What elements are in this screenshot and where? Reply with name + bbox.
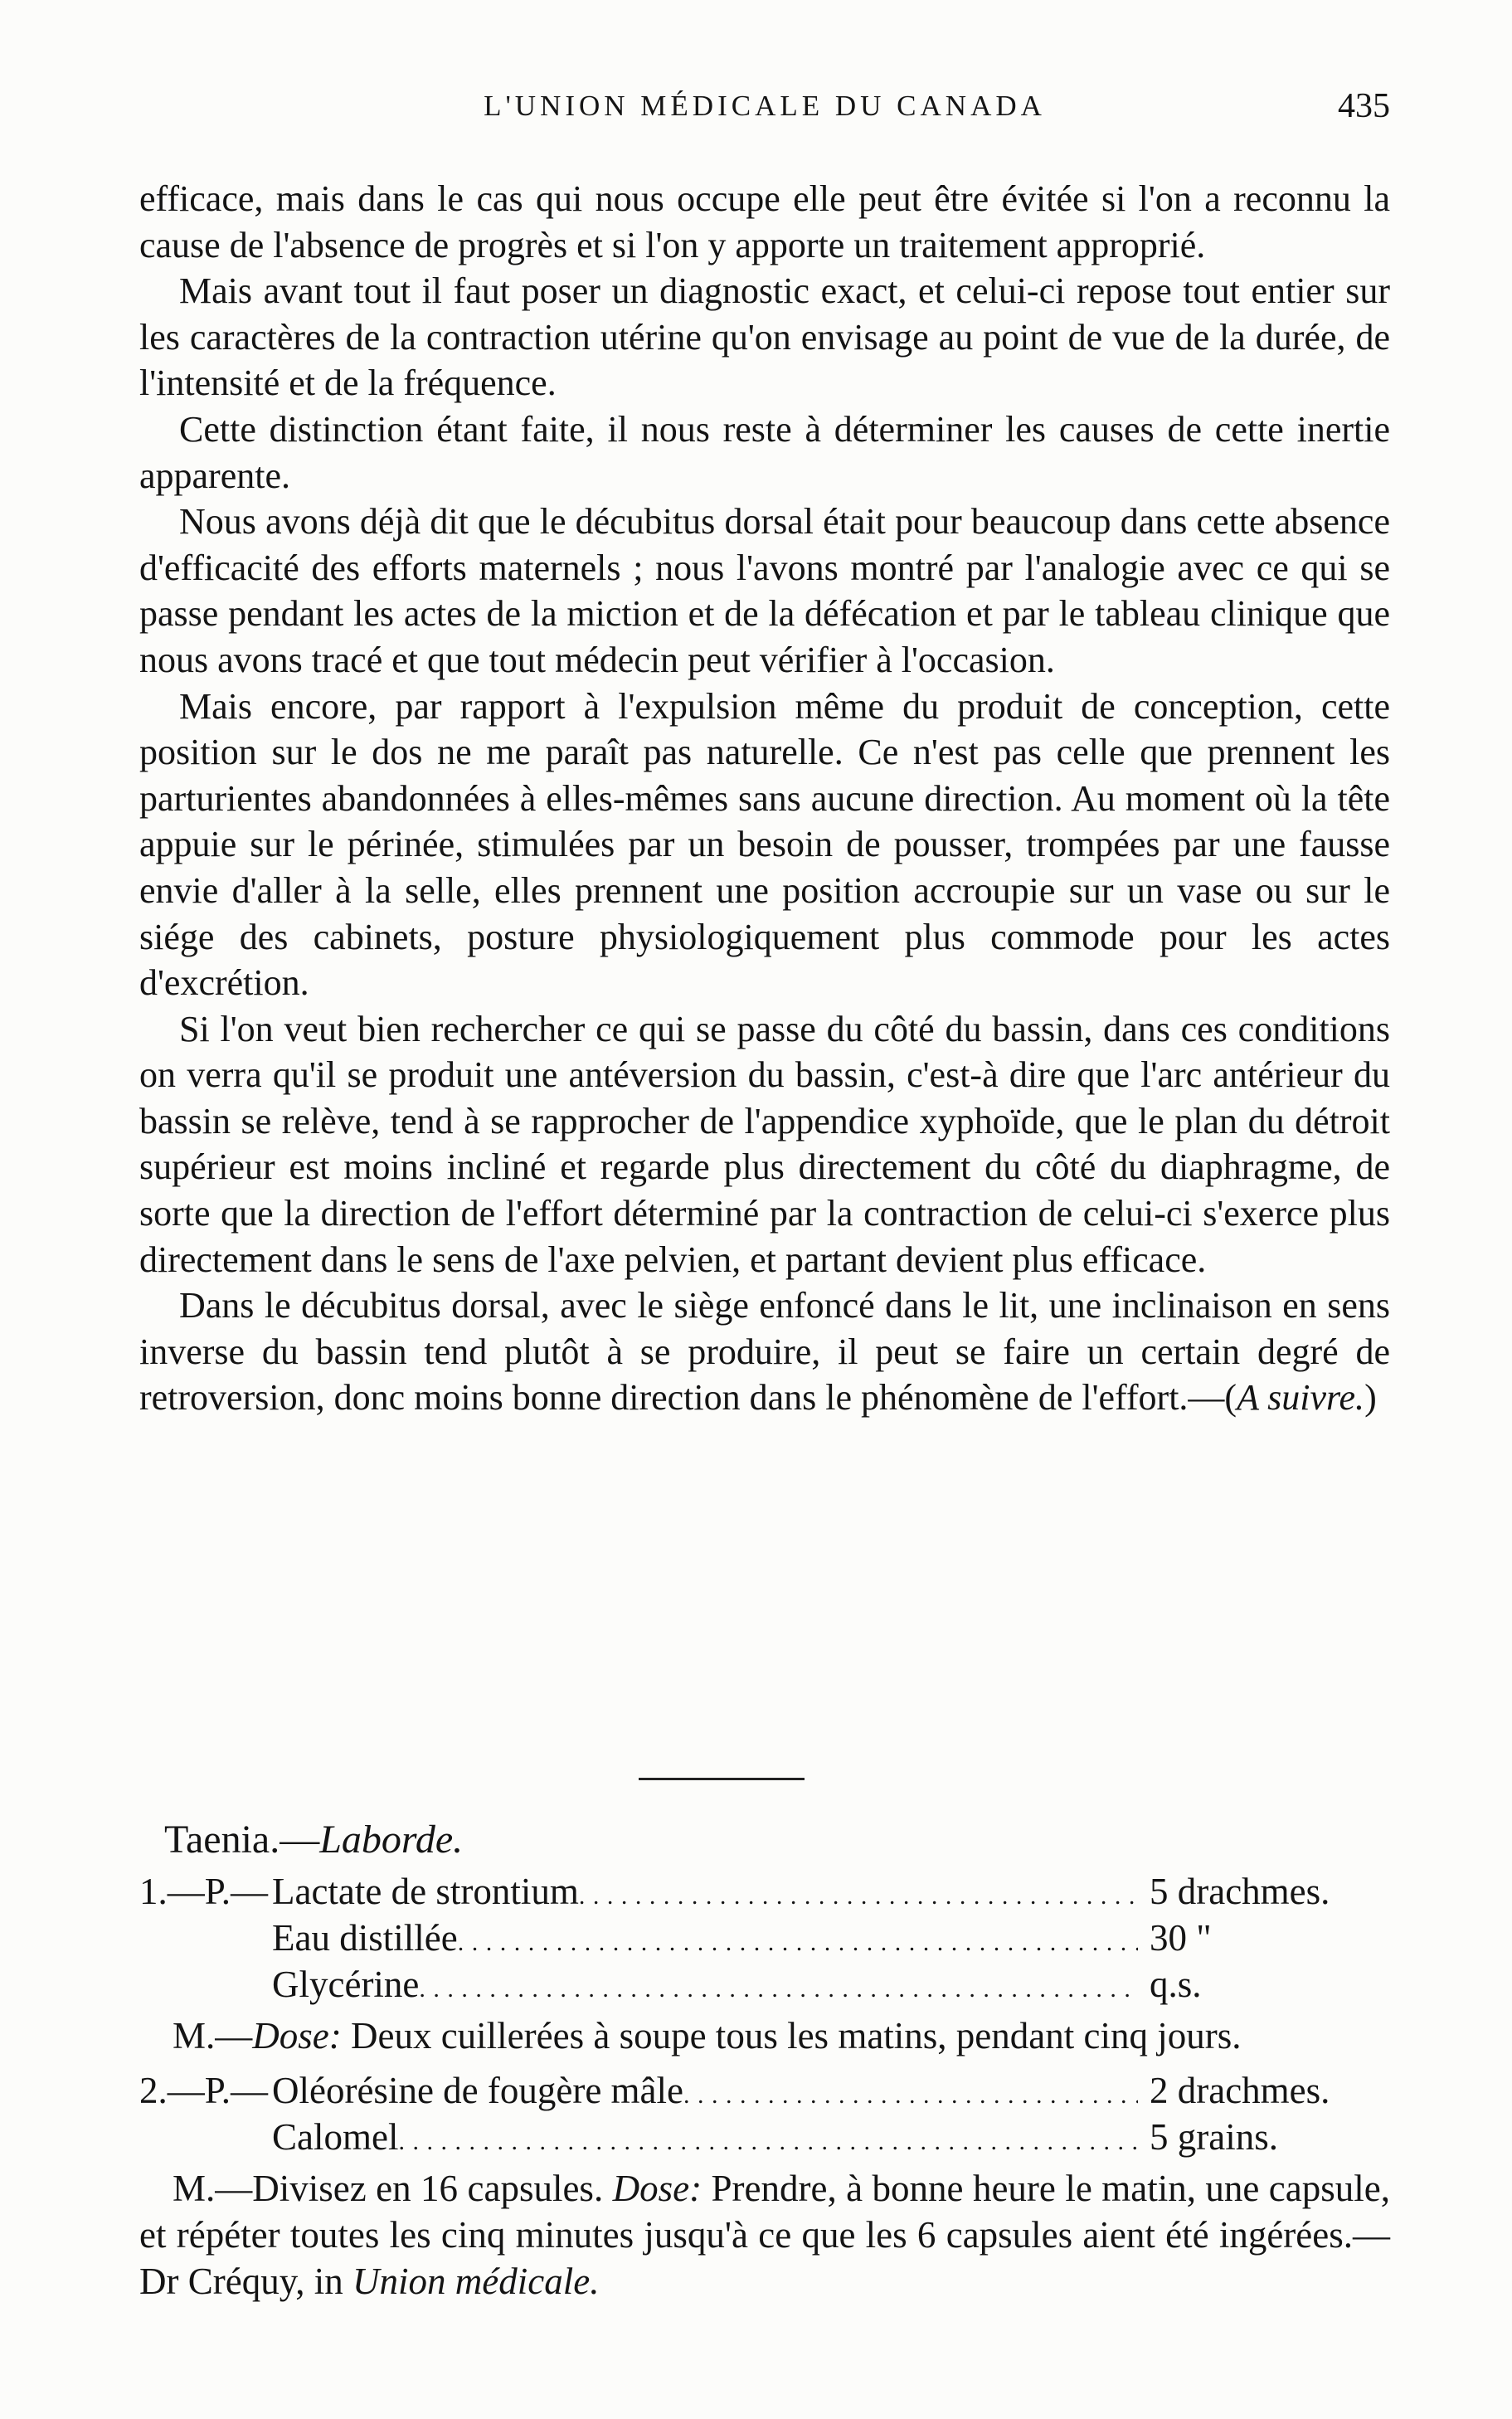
leader-dots [419,1961,1138,2008]
running-title: L'UNION MÉDICALE DU CANADA [484,90,1046,122]
source-citation: Union médicale. [352,2261,600,2302]
paragraph-2: Mais avant tout il faut poser un diagnostic exact, et celui-ci repose tout entier sur les caractères de la contraction utérine qu'on envisage au point de vue de la durée, de l'intensité et de la fréquence. [139,270,1390,404]
ingredient-name: Lactate de strontium [272,1871,579,1912]
page-header [139,87,1390,139]
rx1-line-1 [139,1868,1390,1915]
section-divider [639,1778,805,1780]
paragraph-4: Nous avons déjà dit que le décubitus dorsal était pour beaucoup dans cette absence d'efficacité des efforts maternels ; nous l'avons montré par l'analogie avec ce qui se passe pendant les actes de la miction et de la défécation et par le tableau clinique que nous avons tracé et que tout médecin peut vérifier à l'occasion. [139,501,1390,680]
to-be-continued: A suivre. [1237,1377,1365,1419]
dose-italic: Dose: [252,2015,342,2056]
ingredient-quantity: 30 " [1150,1917,1212,1959]
paragraph-5: Mais encore, par rapport à l'expulsion même du produit de conception, cette position sur le dos ne me paraît pas naturelle. Ce n'est pas celle que prennent les parturientes abandonnées à elles-mêmes sans aucune direction. Au moment où la tête appuie sur le périnée, stimulées par un besoin de pousser, trompées par une fausse envie d'aller à la selle, elles prennent une position accroupie sur un vase ou sur le siége des cabinets, posture physiologiquement plus commode pour les actes d'excrétion. [139,685,1390,1004]
prescription-section [139,1817,1390,2313]
dose-label: M.— [173,2015,253,2056]
dose-italic: Dose: [612,2168,703,2209]
ingredient-name: Glycérine [272,1964,420,2005]
rx2-number: 2.—P.— [139,2070,269,2111]
rx1-line-3 [139,1961,1390,2008]
article-body [139,176,1390,1421]
ingredient-name: Eau distillée [272,1917,458,1959]
paragraph-3: Cette distinction étant faite, il nous reste à déterminer les causes de cette inertie apparente. [139,408,1390,496]
paragraph-7 [139,1283,1390,1421]
rx1-dose [139,2013,1390,2059]
dose-text-b: Prendre, à bonne heure le matin, une capsule, et répéter toutes les cinq minutes jusqu'à ce que les 6 capsules aient été ingérées.—Dr Créquy, in [139,2168,1390,2302]
leader-dots [398,2114,1138,2160]
ingredient-name: Calomel [272,2116,399,2158]
leader-dots [579,1868,1138,1915]
rx1-number: 1.—P.— [139,1871,269,1912]
ingredient-quantity: 5 grains. [1150,2116,1278,2158]
rx1-line-2 [139,1915,1390,1961]
rx2-line-1 [139,2067,1390,2114]
page-number: 435 [1338,87,1390,125]
ingredient-quantity: 5 drachmes. [1150,1871,1330,1912]
paragraph-7-close: ) [1364,1377,1377,1419]
paragraph-1: efficace, mais dans le cas qui nous occupe elle peut être évitée si l'on a reconnu la cause de l'absence de progrès et si l'on y apporte un traitement approprié. [139,178,1390,265]
dose-text-a: M.—Divisez en 16 capsules. [173,2168,613,2209]
ingredient-quantity: 2 drachmes. [1150,2070,1330,2111]
paragraph-6: Si l'on veut bien rechercher ce qui se passe du côté du bassin, dans ces conditions on verra qu'il se produit une antéversion du bassin, c'est-à dire que l'arc antérieur du bassin se relève, tend à se rapprocher de l'appendice xyphoïde, que le plan du détroit supérieur est moins incliné et regarde plus directement du côté du diaphragme, de sorte que la direction de l'effort déterminé par la contraction de celui-ci s'exerce plus directement dans le sens de l'axe pelvien, et partant devient plus efficace. [139,1008,1390,1280]
paragraph-7-text: Dans le décubitus dorsal, avec le siège enfoncé dans le lit, une inclinaison en sens inverse du bassin tend plutôt à se produire, il peut se faire un certain degré de retroversion, donc moins bonne direction dans le phénomène de l'effort.—( [139,1285,1390,1419]
prescription-title [164,1817,1390,1863]
leader-dots [458,1915,1138,1961]
ingredient-name: Oléorésine de fougère mâle [272,2070,684,2111]
prescription-author: Laborde. [319,1818,464,1862]
dose-text: Deux cuillerées à soupe tous les matins, pendant cinq jours. [341,2015,1242,2056]
prescription-heading: Taenia.— [164,1818,320,1862]
rx2-line-2 [139,2114,1390,2160]
rx2-dose [139,2165,1390,2305]
leader-dots [683,2067,1138,2114]
ingredient-quantity: q.s. [1150,1964,1202,2005]
